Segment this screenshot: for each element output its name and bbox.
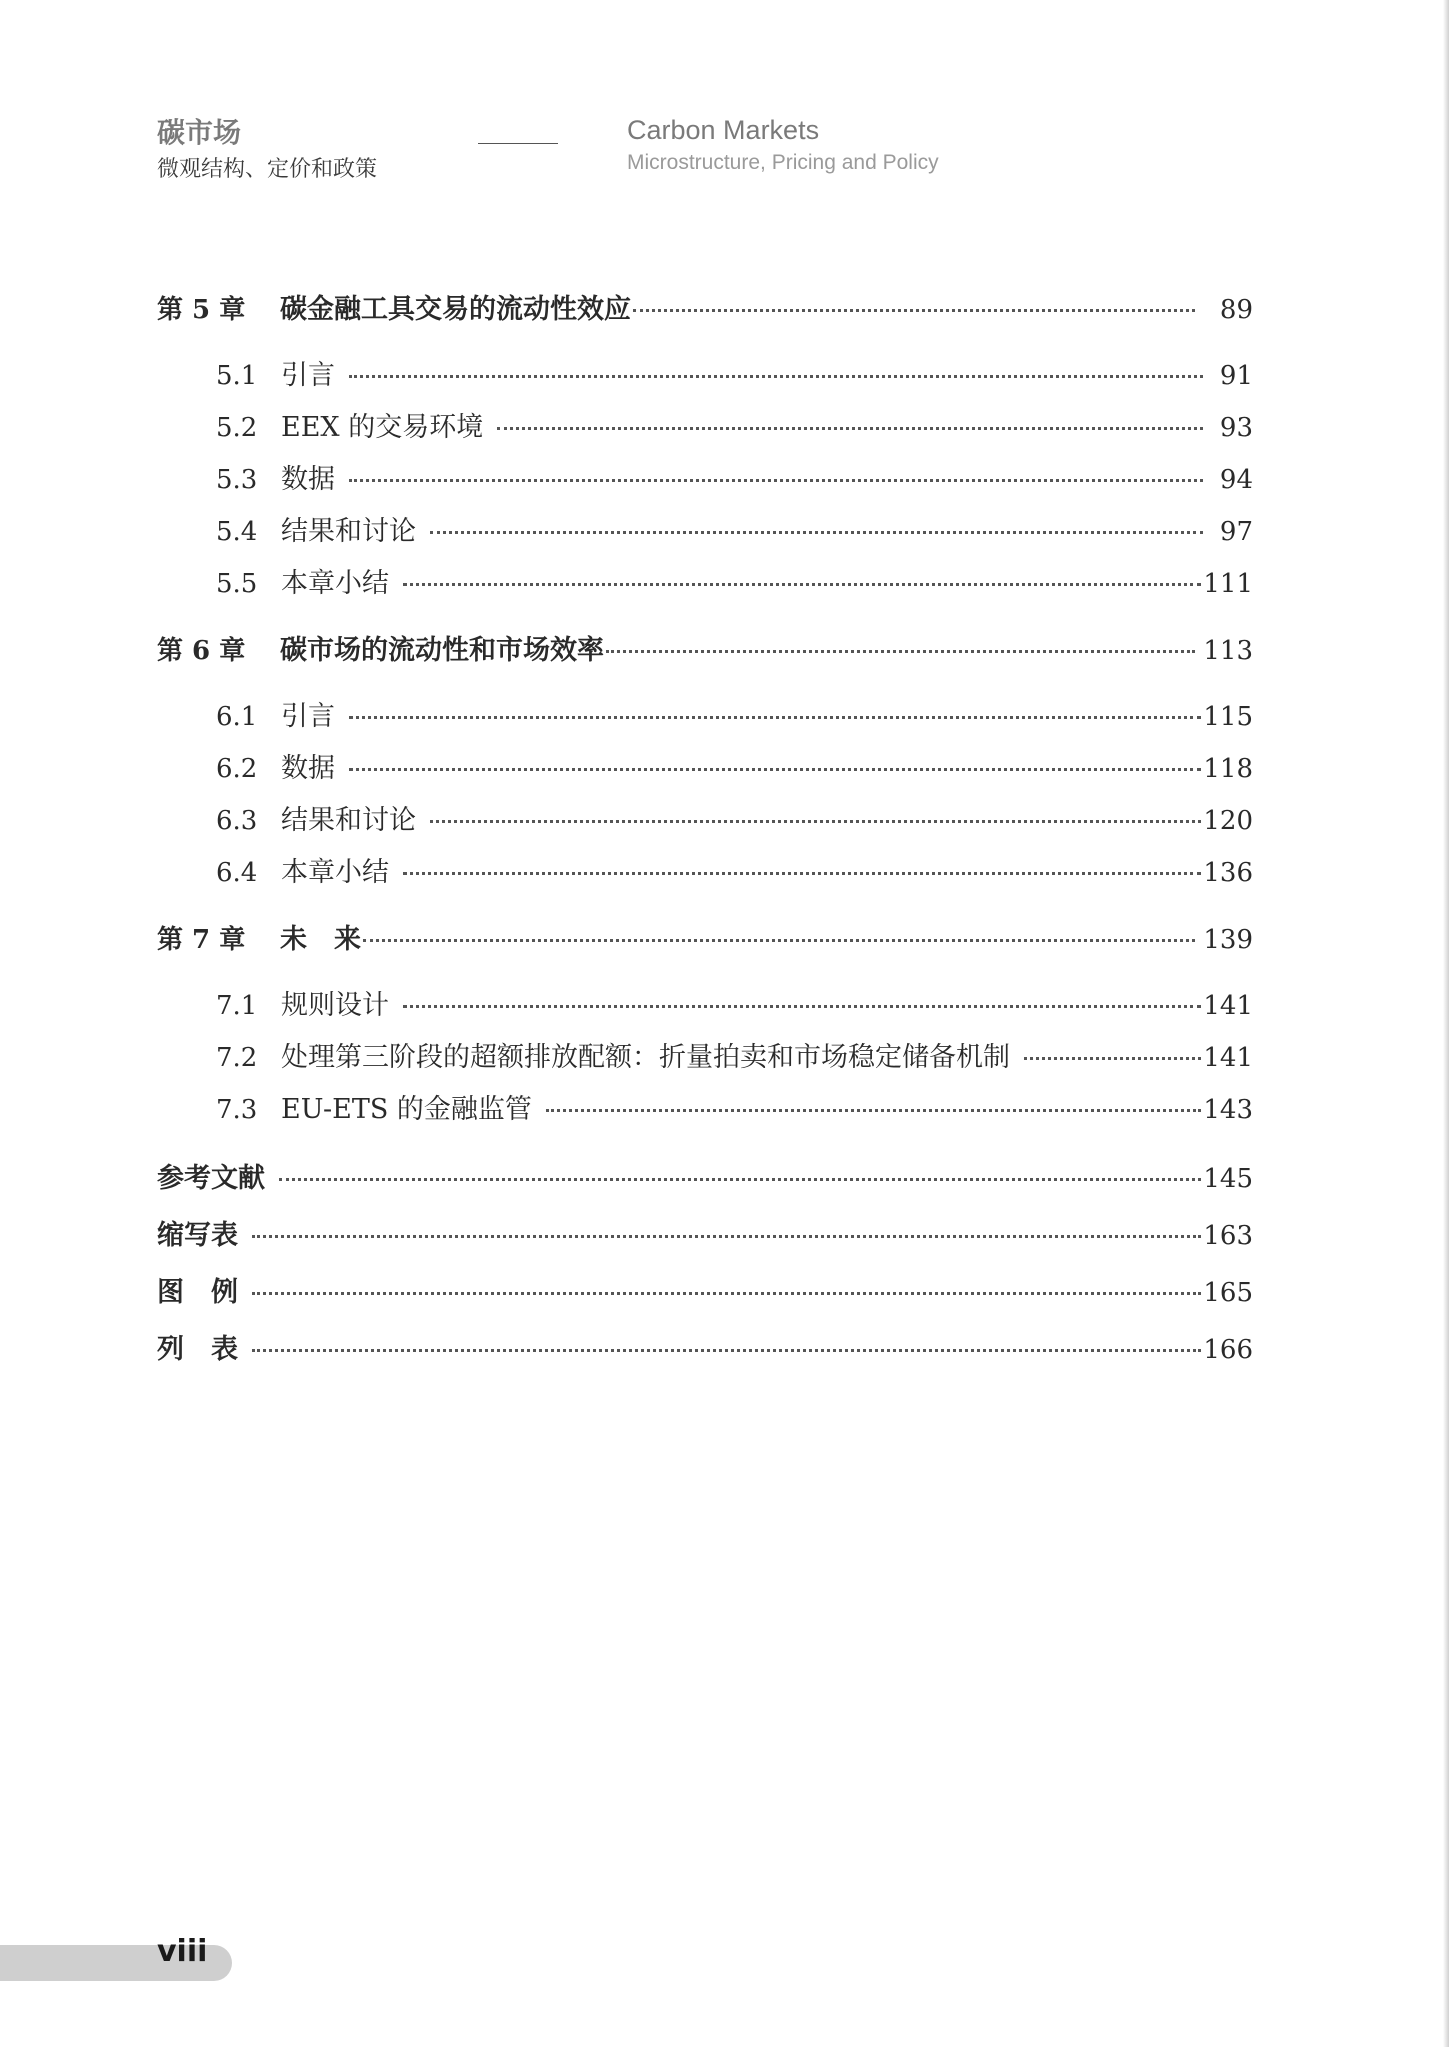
toc-section-7-3[interactable] xyxy=(216,1087,1253,1123)
toc-number: 7.2 xyxy=(216,1043,258,1073)
toc-section-5-2[interactable] xyxy=(216,405,1253,441)
toc-leader-dots xyxy=(606,650,1195,653)
toc-title: 处理第三阶段的超额排放配额：折量拍卖和市场稳定储备机制 xyxy=(281,1042,1010,1073)
toc-page: 120 xyxy=(1203,806,1253,836)
toc-number: 6.4 xyxy=(216,858,258,888)
header-en-title: Carbon Markets xyxy=(627,115,820,145)
toc-leader-dots xyxy=(633,309,1195,312)
toc-title: 碳市场的流动性和市场效率 xyxy=(280,635,604,666)
toc-page: 118 xyxy=(1203,754,1253,784)
toc-leader-dots xyxy=(497,427,1203,430)
toc-page: 115 xyxy=(1203,702,1253,732)
toc-page: 113 xyxy=(1203,636,1253,666)
toc-chapter-5[interactable] xyxy=(157,287,1253,323)
toc-page: 136 xyxy=(1203,858,1253,888)
toc-number: 第 6 章 xyxy=(157,636,246,666)
toc-title: 结果和讨论 xyxy=(281,805,416,836)
toc-section-5-4[interactable] xyxy=(216,509,1253,545)
toc-chapter-6[interactable] xyxy=(157,628,1253,664)
toc-number: 7.1 xyxy=(216,991,258,1021)
toc-title: EEX 的交易环境 xyxy=(281,412,484,443)
toc-title: 引言 xyxy=(281,701,335,732)
toc-title: 本章小结 xyxy=(281,568,389,599)
toc-leader-dots xyxy=(252,1292,1201,1295)
toc-title: 数据 xyxy=(281,753,335,784)
toc-page: 145 xyxy=(1203,1164,1253,1194)
toc-number: 5.1 xyxy=(216,361,258,391)
header-divider xyxy=(478,143,558,144)
toc-section-6-1[interactable] xyxy=(216,694,1253,730)
toc-page: 97 xyxy=(1219,517,1253,547)
header-en-subtitle: Microstructure, Pricing and Policy xyxy=(627,151,939,174)
toc-number: 第 7 章 xyxy=(157,925,246,955)
toc-section-7-1[interactable] xyxy=(216,983,1253,1019)
toc-page: 89 xyxy=(1219,295,1253,325)
toc-page: 165 xyxy=(1203,1278,1253,1308)
toc-page: 143 xyxy=(1203,1095,1253,1125)
toc-leader-dots xyxy=(279,1178,1201,1181)
toc-leader-dots xyxy=(430,531,1203,534)
toc-title: 数据 xyxy=(281,464,335,495)
toc-number: 第 5 章 xyxy=(157,295,246,325)
toc-title: EU-ETS 的金融监管 xyxy=(281,1094,532,1125)
toc-leader-dots xyxy=(349,375,1203,378)
toc-title: 图 例 xyxy=(157,1277,238,1308)
toc-references[interactable] xyxy=(157,1156,1253,1192)
toc-abbreviations[interactable] xyxy=(157,1213,1253,1249)
toc-number: 5.3 xyxy=(216,465,258,495)
toc-chapter-7[interactable] xyxy=(157,917,1253,953)
toc-leader-dots xyxy=(403,872,1201,875)
toc-title: 结果和讨论 xyxy=(281,516,416,547)
toc-leader-dots xyxy=(363,939,1195,942)
toc-section-6-4[interactable] xyxy=(216,850,1253,886)
toc-leader-dots xyxy=(1024,1057,1201,1060)
toc-section-6-2[interactable] xyxy=(216,746,1253,782)
toc-section-6-3[interactable] xyxy=(216,798,1253,834)
toc-number: 7.3 xyxy=(216,1095,258,1125)
toc-title: 列 表 xyxy=(157,1334,238,1365)
toc-section-5-3[interactable] xyxy=(216,457,1253,493)
header-zh-subtitle: 微观结构、定价和政策 xyxy=(157,157,378,182)
toc-number: 5.5 xyxy=(216,569,258,599)
toc-title: 引言 xyxy=(281,360,335,391)
toc-page: 166 xyxy=(1203,1335,1253,1365)
toc-number: 5.2 xyxy=(216,413,258,443)
toc-title: 规则设计 xyxy=(281,990,389,1021)
toc-number: 6.3 xyxy=(216,806,258,836)
header-zh-title: 碳市场 xyxy=(157,116,242,149)
toc-page: 93 xyxy=(1219,413,1253,443)
page-edge-shadow xyxy=(1443,0,1449,2047)
toc-leader-dots xyxy=(349,768,1201,771)
toc-number: 5.4 xyxy=(216,517,258,547)
toc-page: 141 xyxy=(1203,991,1253,1021)
toc-leader-dots xyxy=(252,1349,1201,1352)
toc-title: 参考文献 xyxy=(157,1163,265,1194)
toc-page: 163 xyxy=(1203,1221,1253,1251)
toc-section-7-2[interactable] xyxy=(216,1035,1253,1071)
toc-leader-dots xyxy=(252,1235,1201,1238)
toc-number: 6.1 xyxy=(216,702,258,732)
toc-leader-dots xyxy=(349,716,1201,719)
toc-title: 本章小结 xyxy=(281,857,389,888)
toc-tables[interactable] xyxy=(157,1327,1253,1363)
toc-page: 111 xyxy=(1203,569,1253,599)
toc-page: 141 xyxy=(1203,1043,1253,1073)
page-number: viii xyxy=(157,1934,208,1969)
toc-page: 91 xyxy=(1219,361,1253,391)
toc-section-5-1[interactable] xyxy=(216,353,1253,389)
toc-leader-dots xyxy=(430,820,1201,823)
toc-figures[interactable] xyxy=(157,1270,1253,1306)
toc-title: 缩写表 xyxy=(157,1220,238,1251)
toc-leader-dots xyxy=(546,1109,1201,1112)
toc-page: 139 xyxy=(1203,925,1253,955)
toc-number: 6.2 xyxy=(216,754,258,784)
toc-section-5-5[interactable] xyxy=(216,561,1253,597)
toc-title: 碳金融工具交易的流动性效应 xyxy=(280,294,631,325)
toc-leader-dots xyxy=(349,479,1203,482)
toc-page: 94 xyxy=(1219,465,1253,495)
toc-title: 未 来 xyxy=(280,924,361,955)
toc-leader-dots xyxy=(403,1005,1201,1008)
toc-leader-dots xyxy=(403,583,1201,586)
